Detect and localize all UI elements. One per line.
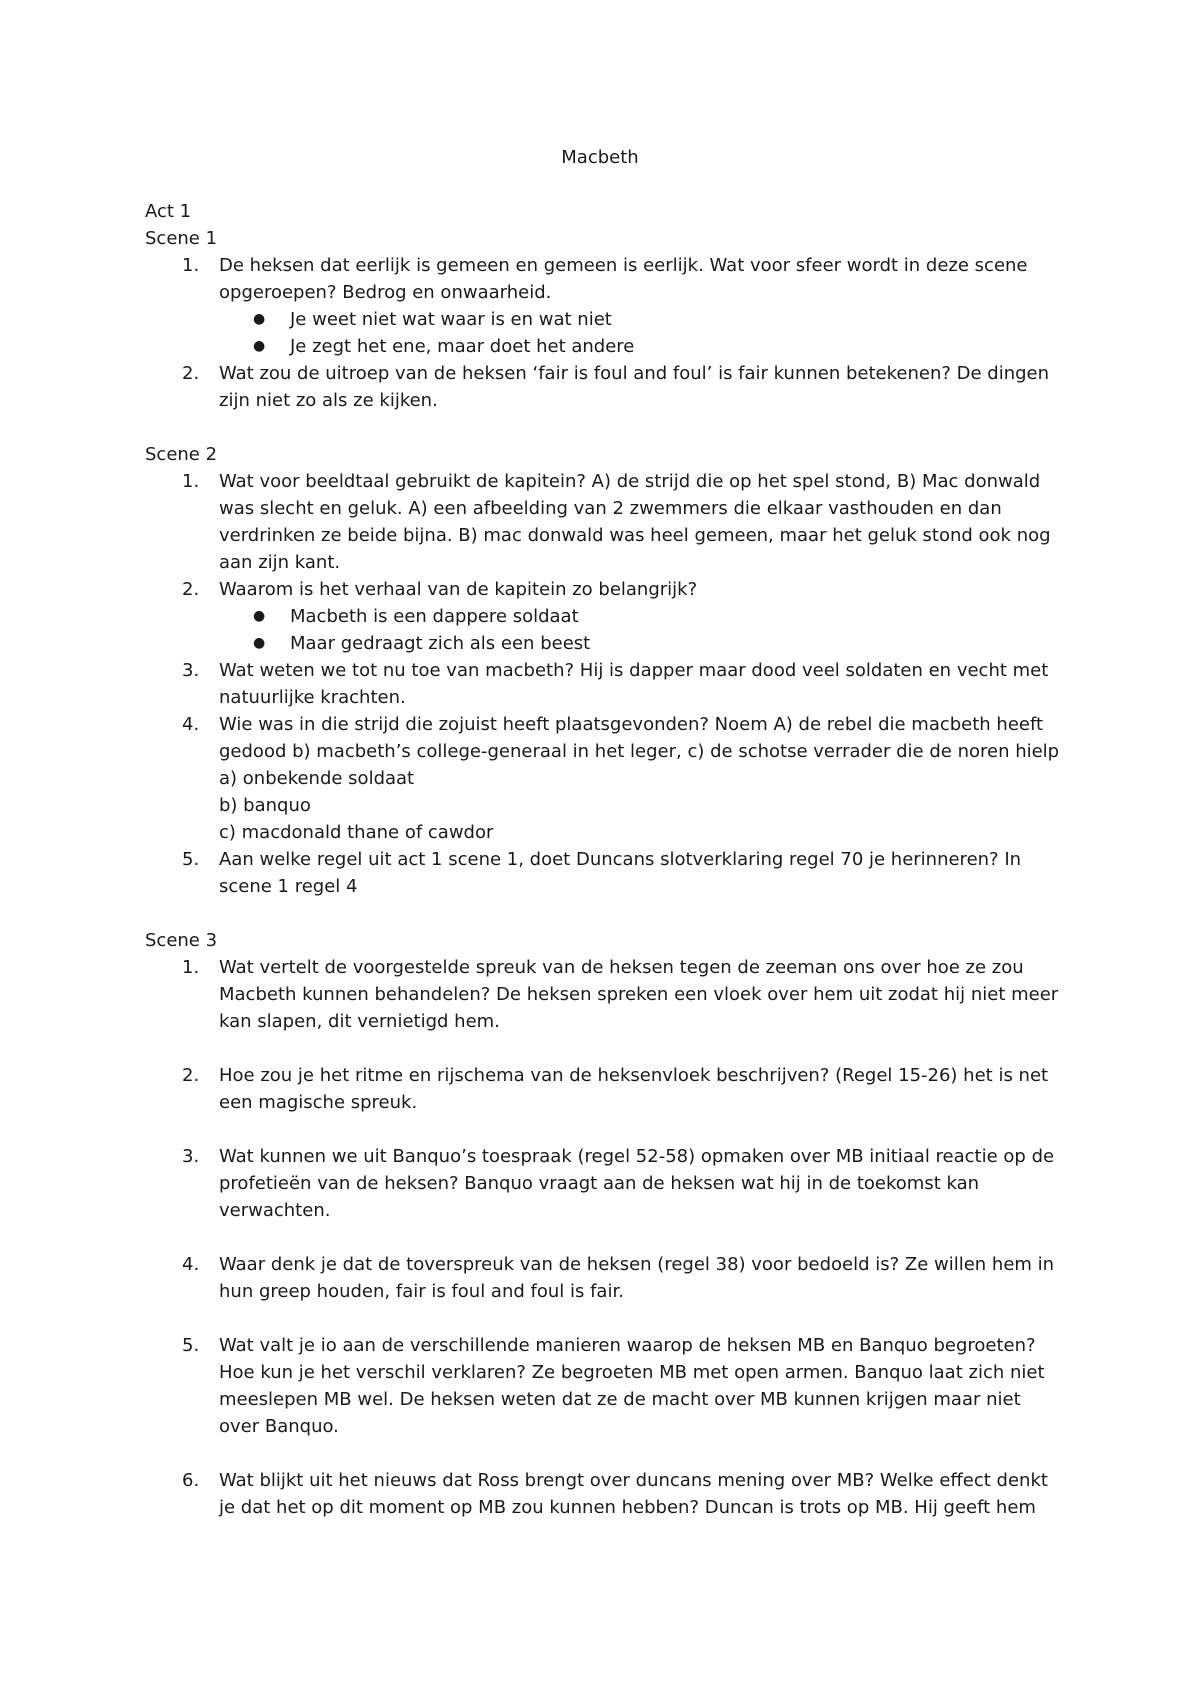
- question-number: 1.: [182, 255, 200, 276]
- question-text: Wat zou de uitroep van de heksen ‘fair is foul and foul’ is fair kunnen betekenen? De dingen zijn niet zo als ze kijken.: [219, 363, 1050, 411]
- question-body: Wie was in die strijd die zojuist heeft plaatsgevonden? Noem A) de rebel die macbeth heeft gedood b) macbeth’s college-generaal in het leger, c) de schotse verrader die de noren hielp: [219, 714, 1060, 762]
- question-number: 1.: [182, 957, 200, 978]
- scene-3-heading: Scene 3: [145, 930, 218, 951]
- answer-line: b) banquo: [219, 795, 311, 816]
- question-item: [145, 1143, 1065, 1224]
- question-text: Wat vertelt de voorgestelde spreuk van de heksen tegen de zeeman ons over hoe ze zou Macbeth kunnen behandelen? De heksen spreken een vloek over hem uit zodat hij niet meer kan slapen, dit vernietigd hem.: [219, 957, 1059, 1032]
- question-item: [145, 846, 1065, 900]
- question-item: [145, 360, 1065, 414]
- bullet-item: [145, 333, 634, 360]
- question-number: 5.: [182, 1335, 200, 1356]
- bullet-text: Macbeth is een dappere soldaat: [290, 606, 579, 627]
- bullet-icon: ●: [253, 311, 266, 327]
- bullet-item: [145, 603, 579, 630]
- question-text: Wat valt je io aan de verschillende manieren waarop de heksen MB en Banquo begroeten? Hoe kun je het verschil verklaren? Ze begroeten MB met open armen. Banquo laat zich niet meeslepen MB wel. De heksen weten dat ze de macht over MB kunnen krijgen maar niet over Banquo.: [219, 1335, 1045, 1437]
- document-title: Macbeth: [561, 147, 639, 168]
- question-item: [145, 657, 1065, 711]
- question-text: Hoe zou je het ritme en rijschema van de heksenvloek beschrijven? (Regel 15-26) het is net een magische spreuk.: [219, 1065, 1049, 1113]
- question-text: [219, 711, 1065, 846]
- question-text: Wat blijkt uit het nieuws dat Ross brengt over duncans mening over MB? Welke effect denkt je dat het op dit moment op MB zou kunnen hebben? Duncan is trots op MB. Hij geeft hem: [219, 1470, 1048, 1518]
- scene-1-heading: Scene 1: [145, 228, 218, 249]
- question-text: Waarom is het verhaal van de kapitein zo belangrijk?: [219, 579, 698, 600]
- question-text: De heksen dat eerlijk is gemeen en gemeen is eerlijk. Wat voor sfeer wordt in deze scene opgeroepen? Bedrog en onwaarheid.: [219, 255, 1028, 303]
- question-item: [145, 576, 1065, 603]
- question-item: [145, 1251, 1065, 1305]
- answer-line: c) macdonald thane of cawdor: [219, 822, 494, 843]
- scene-2-heading: Scene 2: [145, 444, 218, 465]
- question-text: Wat voor beeldtaal gebruikt de kapitein? A) de strijd die op het spel stond, B) Mac donwald was slecht en geluk. A) een afbeelding van 2 zwemmers die elkaar vasthouden en dan verdrinken ze beide bijna. B) mac donwald was heel gemeen, maar het geluk stond ook nog aan zijn kant.: [219, 471, 1051, 573]
- question-item: [145, 252, 1065, 306]
- bullet-icon: ●: [253, 608, 266, 624]
- question-number: 2.: [182, 579, 200, 600]
- question-number: 4.: [182, 1254, 200, 1275]
- question-item: [145, 1467, 1065, 1521]
- answer-line: a) onbekende soldaat: [219, 768, 415, 789]
- question-text: Waar denk je dat de toverspreuk van de heksen (regel 38) voor bedoeld is? Ze willen hem in hun greep houden, fair is foul and foul is fair.: [219, 1254, 1055, 1302]
- bullet-item: [145, 306, 612, 333]
- question-number: 6.: [182, 1470, 200, 1491]
- question-item: [145, 1332, 1065, 1440]
- act-heading: Act 1: [145, 201, 192, 222]
- bullet-text: Maar gedraagt zich als een beest: [290, 633, 591, 654]
- bullet-text: Je zegt het ene, maar doet het andere: [290, 336, 635, 357]
- question-text: Wat kunnen we uit Banquo’s toespraak (regel 52-58) opmaken over MB initiaal reactie op de profetieën van de heksen? Banquo vraagt aan de heksen wat hij in de toekomst kan verwachten.: [219, 1146, 1055, 1221]
- question-number: 4.: [182, 714, 200, 735]
- bullet-text: Je weet niet wat waar is en wat niet: [290, 309, 612, 330]
- bullet-item: [145, 630, 590, 657]
- question-number: 3.: [182, 660, 200, 681]
- bullet-icon: ●: [253, 635, 266, 651]
- question-item: [145, 468, 1065, 576]
- question-number: 5.: [182, 849, 200, 870]
- question-item: [145, 1062, 1065, 1116]
- bullet-icon: ●: [253, 338, 266, 354]
- question-item: [145, 711, 1065, 846]
- question-number: 1.: [182, 471, 200, 492]
- question-number: 2.: [182, 363, 200, 384]
- question-number: 2.: [182, 1065, 200, 1086]
- question-item: [145, 954, 1065, 1035]
- question-number: 3.: [182, 1146, 200, 1167]
- question-text: Wat weten we tot nu toe van macbeth? Hij is dapper maar dood veel soldaten en vecht met natuurlijke krachten.: [219, 660, 1049, 708]
- question-text: Aan welke regel uit act 1 scene 1, doet Duncans slotverklaring regel 70 je herinneren? In scene 1 regel 4: [219, 849, 1022, 897]
